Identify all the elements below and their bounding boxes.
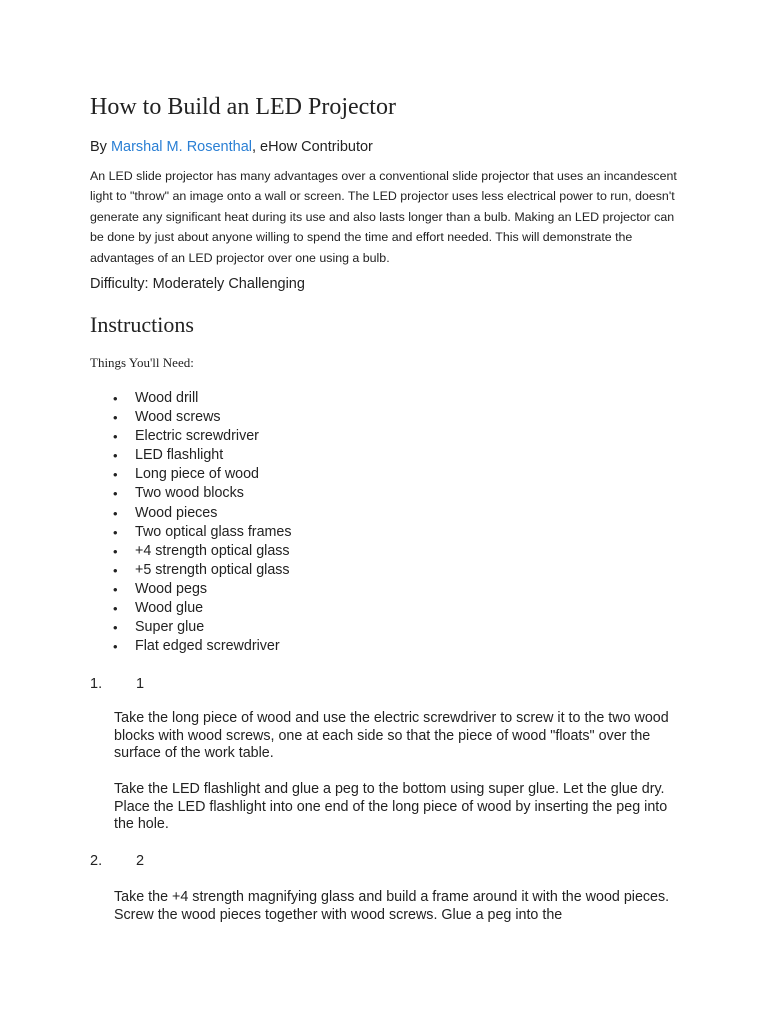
- bullet-icon: •: [113, 391, 118, 406]
- list-item-label: Wood pieces: [135, 504, 218, 521]
- things-needed-list: [90, 389, 292, 656]
- list-item-label: Flat edged screwdriver: [135, 638, 280, 655]
- step-1-number: [90, 674, 144, 694]
- bullet-icon: •: [113, 581, 118, 597]
- list-item: [90, 389, 292, 408]
- byline: [90, 137, 373, 157]
- step-marker: 2.: [90, 853, 103, 869]
- list-item: [90, 637, 292, 656]
- list-item: [90, 599, 292, 618]
- list-item-label: Two optical glass frames: [135, 523, 292, 540]
- list-item: [90, 580, 292, 599]
- list-item: [90, 484, 292, 503]
- bullet-icon: •: [113, 429, 118, 445]
- bullet-icon: •: [113, 505, 118, 521]
- step-label: 2: [136, 853, 145, 869]
- bullet-icon: •: [113, 543, 118, 559]
- step-label: 1: [136, 676, 145, 692]
- step-2-number: [90, 851, 144, 871]
- list-item: [90, 446, 292, 465]
- bullet-icon: •: [113, 467, 118, 483]
- list-item-label: Wood pegs: [135, 580, 208, 597]
- author-link[interactable]: Marshal M. Rosenthal: [110, 139, 252, 155]
- list-item-label: Wood screws: [135, 409, 221, 426]
- difficulty-label: Difficulty: Moderately Challenging: [90, 276, 305, 292]
- list-item: [90, 408, 292, 427]
- step-1-paragraph-2: Take the LED flashlight and glue a peg to the bottom using super glue. Let the glue dry. Place the LED flashlight into one end of the long piece of wood by inserting the peg into the hole.: [114, 781, 668, 832]
- list-item-label: Super glue: [135, 619, 205, 636]
- list-item-label: Two wood blocks: [135, 485, 244, 502]
- list-item-label: Electric screwdriver: [135, 428, 259, 445]
- step-marker: 1.: [90, 676, 103, 692]
- bullet-icon: •: [113, 601, 118, 617]
- list-item-label: Wood glue: [135, 600, 204, 617]
- list-item: [90, 561, 292, 580]
- page-title: How to Build an LED Projector: [90, 94, 396, 120]
- bullet-icon: •: [113, 486, 118, 502]
- byline-suffix: , eHow Contributor: [251, 139, 373, 155]
- list-item: [90, 427, 292, 446]
- list-item: [90, 523, 292, 542]
- list-item: [90, 504, 292, 523]
- list-item: [90, 542, 292, 561]
- bullet-icon: •: [113, 562, 118, 578]
- step-1-paragraph-1: Take the long piece of wood and use the electric screwdriver to screw it to the two wood blocks with wood screws, one at each side so that the piece of wood "floats" over the surface of the work table.: [114, 710, 669, 761]
- bullet-icon: •: [113, 448, 118, 464]
- list-item: [90, 465, 292, 484]
- bullet-icon: •: [113, 410, 118, 426]
- intro-paragraph: An LED slide projector has many advantages over a conventional slide projector that uses an incandescent light to "throw" an image onto a wall or screen. The LED projector uses less electrical power to run, doesn't generate any significant heat during its use and also lasts longer than a bulb. Making an LED projector can be done by just about anyone willing to spend the time and effort needed. This will demonstrate the advantages of an LED projector over one using a bulb.: [90, 169, 677, 265]
- byline-prefix: By: [90, 139, 111, 155]
- list-item-label: +4 strength optical glass: [135, 542, 290, 559]
- step-2-paragraph-1: Take the +4 strength magnifying glass and build a frame around it with the wood pieces. Screw the wood pieces together with wood screws. Glue a peg into the: [114, 889, 670, 923]
- bullet-icon: •: [113, 620, 118, 636]
- bullet-icon: •: [113, 524, 118, 540]
- instructions-heading: Instructions: [90, 312, 194, 337]
- list-item-label: Wood drill: [135, 390, 199, 406]
- things-needed-label: Things You'll Need:: [90, 355, 194, 370]
- list-item: [90, 618, 292, 637]
- list-item-label: +5 strength optical glass: [135, 561, 290, 578]
- list-item-label: LED flashlight: [135, 447, 224, 464]
- bullet-icon: •: [113, 639, 118, 655]
- list-item-label: Long piece of wood: [135, 466, 260, 483]
